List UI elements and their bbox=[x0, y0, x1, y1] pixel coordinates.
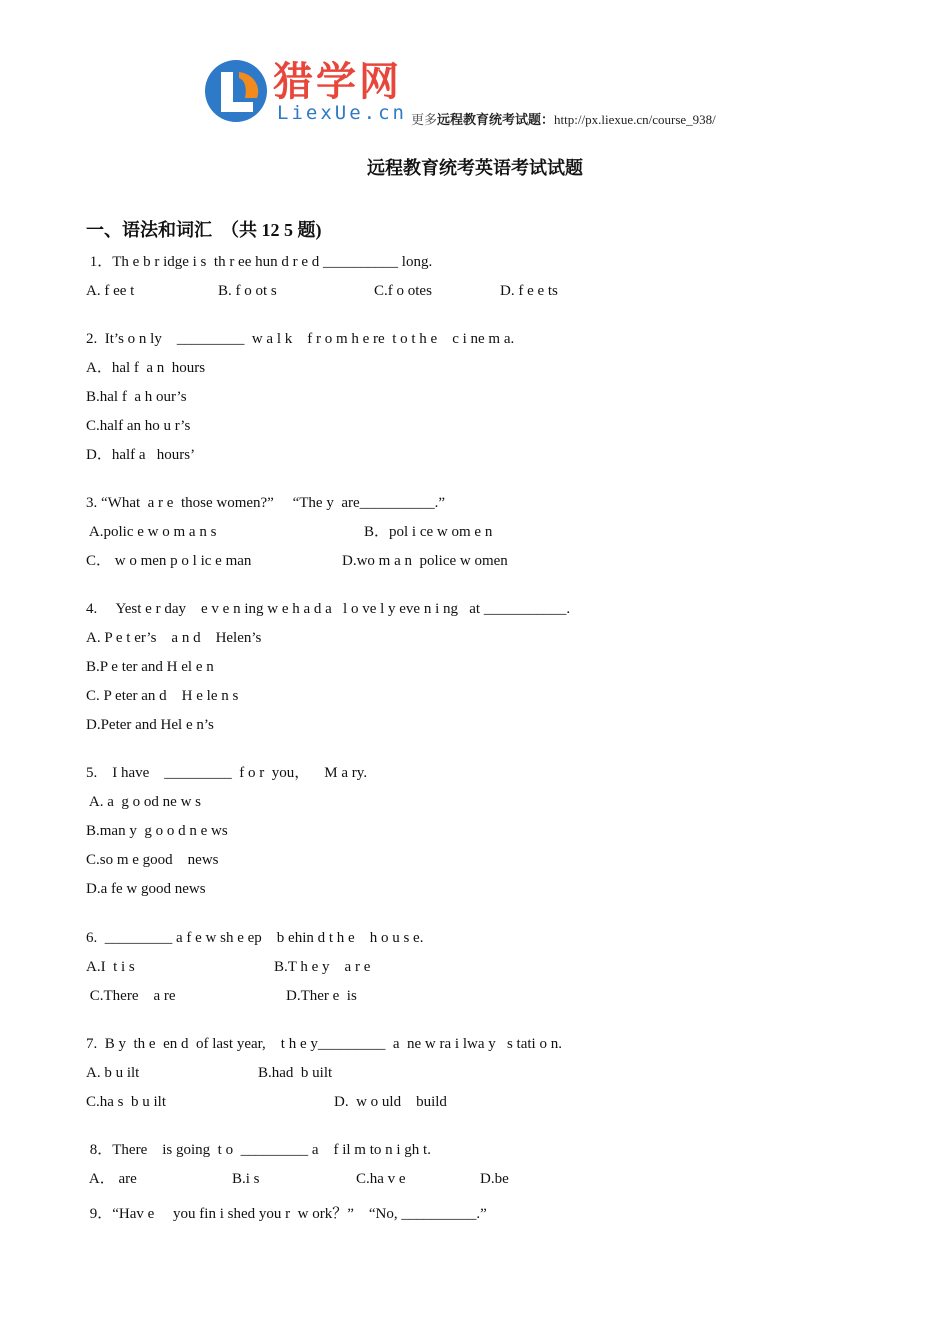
q6-option-a: A.I t i s bbox=[86, 959, 135, 975]
q7-option-c: C.ha s b u ilt bbox=[86, 1094, 167, 1110]
question-5: 5. I have _________ f o r you， M a ry. bbox=[86, 765, 368, 781]
question-4: 4. Yest e r day e v e n ing w e h a d a l o ve l y eve n i ng at ___________. bbox=[86, 601, 571, 617]
question-3: 3. “What a r e those women?” “The y are__________.” bbox=[86, 495, 446, 511]
course-url[interactable]: http://px.liexue.cn/course_938/ bbox=[554, 112, 716, 127]
q1-option-a: A. f ee t bbox=[86, 283, 135, 299]
q1-option-c: C.f o otes bbox=[374, 283, 432, 299]
more-prefix: 更多 bbox=[411, 112, 438, 127]
logo-english-text: LiexUe.cn bbox=[277, 102, 407, 124]
q7-option-b: B.had b uilt bbox=[258, 1065, 333, 1081]
q8-option-a: A． are bbox=[86, 1171, 137, 1187]
q5-option-d: D.a fe w good news bbox=[86, 881, 206, 897]
liexue-logo-icon bbox=[203, 58, 269, 124]
more-exams-link[interactable] bbox=[411, 109, 716, 128]
question-2: 2. It’s o n ly _________ w a l k f r o m h e re t o t h e c i ne m a. bbox=[86, 331, 515, 347]
q3-option-c: C． w o men p o l ic e man bbox=[86, 553, 252, 569]
q3-option-d: D.wo m a n police w omen bbox=[342, 553, 508, 569]
q4-option-c: C. P eter an d H e le n s bbox=[86, 688, 239, 704]
q4-option-d: D.Peter and Hel e n’s bbox=[86, 717, 214, 733]
logo-chinese-text: 猎学网 bbox=[273, 59, 402, 105]
section-heading: 一、语法和词汇 （共 12 5 题) bbox=[86, 220, 322, 240]
q2-option-b: B.hal f a h our’s bbox=[86, 389, 187, 405]
q5-option-c: C.so m e good news bbox=[86, 852, 219, 868]
q6-option-c: C.There a re bbox=[86, 988, 176, 1004]
q2-option-d: D．half a hours’ bbox=[86, 447, 196, 463]
q3-option-a: A.polic e w o m a n s bbox=[86, 524, 217, 540]
question-1: 1．Th e b r idge i s th r ee hun d r e d __________ long. bbox=[86, 254, 433, 270]
q4-option-a: A. P e t er’s a n d Helen’s bbox=[86, 630, 262, 646]
q4-option-b: B.P e ter and H el e n bbox=[86, 659, 214, 675]
more-label: 远程教育统考试题： bbox=[437, 112, 555, 127]
q7-option-d: D. w o uld build bbox=[334, 1094, 447, 1110]
document-title: 远程教育统考英语考试试题 bbox=[367, 158, 583, 178]
q5-option-b: B.man y g o o d n e ws bbox=[86, 823, 228, 839]
q8-option-b: B.i s bbox=[232, 1171, 260, 1187]
q6-option-b: B.T h e y a r e bbox=[274, 959, 371, 975]
site-header bbox=[203, 58, 763, 130]
q1-option-b: B. f o ot s bbox=[218, 283, 277, 299]
q8-option-d: D.be bbox=[480, 1171, 509, 1187]
q2-option-c: C.half an ho u r’s bbox=[86, 418, 191, 434]
q6-option-d: D.Ther e is bbox=[286, 988, 357, 1004]
q5-option-a: A. a g o od ne w s bbox=[86, 794, 201, 810]
q8-option-c: C.ha v e bbox=[356, 1171, 406, 1187]
question-9: 9．“Hav e you fin i shed you r w ork？” “No, __________.” bbox=[86, 1206, 487, 1222]
q3-option-b: B．pol i ce w om e n bbox=[364, 524, 493, 540]
question-6: 6. _________ a f e w sh e ep b ehin d t h e h o u s e. bbox=[86, 930, 424, 946]
q1-option-d: D. f e e ts bbox=[500, 283, 558, 299]
question-7: 7. B y th e en d of last year, t h e y_________ a ne w ra i lwa y s tati o n. bbox=[86, 1036, 562, 1052]
q2-option-a: A．hal f a n hours bbox=[86, 360, 206, 376]
q7-option-a: A. b u ilt bbox=[86, 1065, 140, 1081]
question-8: 8．There is going t o _________ a f il m to n i gh t. bbox=[86, 1142, 431, 1158]
